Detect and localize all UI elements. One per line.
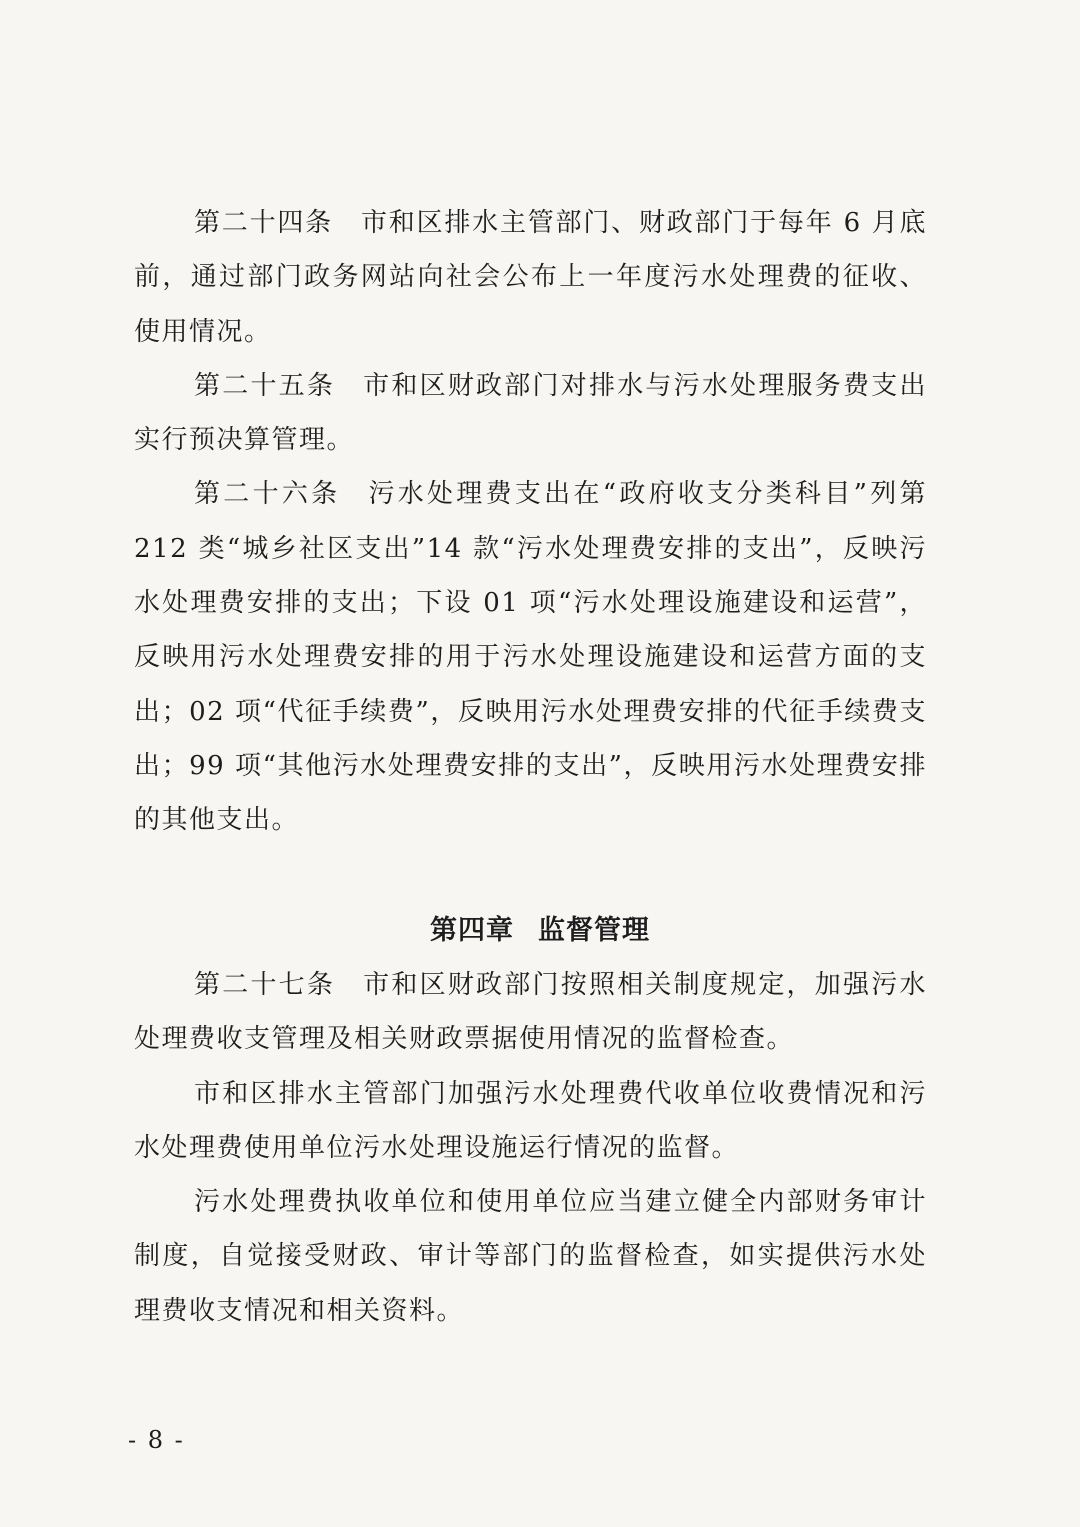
page-number: - 8 - bbox=[128, 1426, 185, 1454]
article-24 bbox=[134, 196, 927, 359]
article-text: 市和区财政部门按照相关制度规定，加强污水处理费收支管理及相关财政票据使用情况的监督检查。 bbox=[134, 970, 927, 1055]
article-text: 市和区财政部门对排水与污水处理服务费支出实行预决算管理。 bbox=[134, 370, 927, 456]
article-number: 第二十六条 bbox=[194, 479, 341, 510]
paragraph-text: 污水处理费执收单位和使用单位应当建立健全内部财务审计制度，自觉接受财政、审计等部门的监督检查，如实提供污水处理费收支情况和相关资料。 bbox=[134, 1187, 927, 1326]
paragraph-text: 市和区排水主管部门加强污水处理费代收单位收费情况和污水处理费使用单位污水处理设施运行情况的监督。 bbox=[134, 1078, 927, 1163]
article-number: 第二十四条 bbox=[194, 208, 333, 238]
article-27-paragraph-2 bbox=[134, 1067, 927, 1176]
articles-section-top bbox=[134, 196, 927, 848]
chapter-title: 监督管理 bbox=[538, 915, 650, 946]
chapter-number: 第四章 bbox=[430, 915, 514, 946]
article-number: 第二十七条 bbox=[194, 970, 336, 1000]
articles-section-bottom bbox=[134, 958, 927, 1338]
article-text: 市和区排水主管部门、财政部门于每年 6 月底前，通过部门政务网站向社会公布上一年度污水处理费的征收、使用情况。 bbox=[134, 208, 927, 347]
article-text: 污水处理费支出在“政府收支分类科目”列第 212 类“城乡社区支出”14 款“污水处理费安排的支出”，反映污水处理费安排的支出；下设 01 项“污水处理设施建设和运营”，反映用污水处理费安排的用于污水处理设施建设和运营方面的支出；02 项“代征手续费”，反映用污水处理费安排的代征手续费支出；99 项“其他污水处理费安排的支出”，反映用污水处理费安排的其他支出。 bbox=[134, 479, 927, 836]
article-number: 第二十五条 bbox=[194, 370, 336, 401]
chapter-heading bbox=[0, 904, 1080, 958]
article-25 bbox=[134, 359, 927, 468]
article-26 bbox=[134, 467, 927, 847]
article-27-paragraph-3 bbox=[134, 1175, 927, 1338]
article-27 bbox=[134, 958, 927, 1067]
